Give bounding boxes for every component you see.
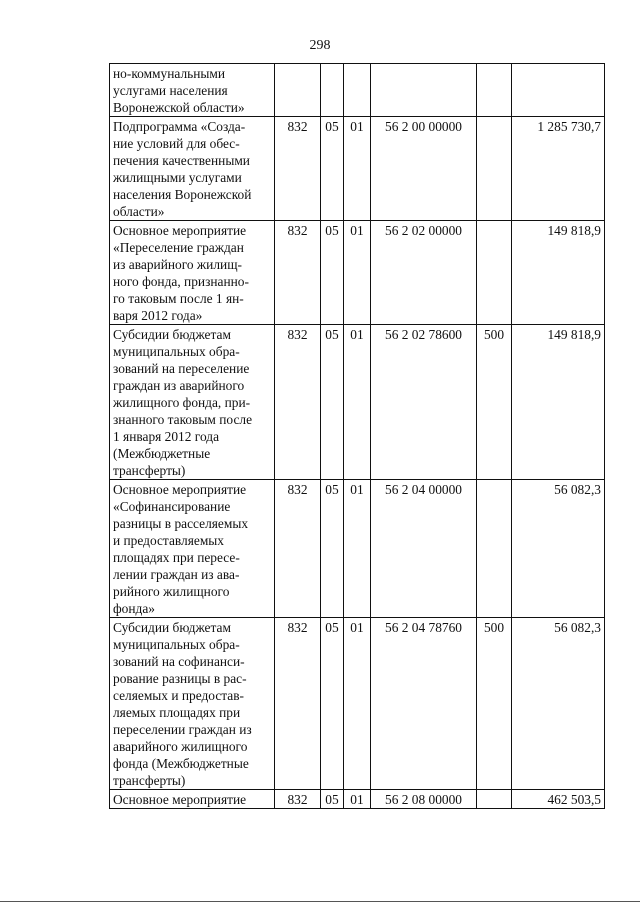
department-code-cell	[275, 64, 321, 117]
target-article-cell: 56 2 02 78600	[371, 325, 477, 480]
section-cell: 05	[321, 117, 344, 221]
expense-type-cell	[477, 64, 512, 117]
subsection-cell: 01	[344, 117, 371, 221]
section-cell: 05	[321, 618, 344, 790]
row-name: Основное мероприятие	[113, 792, 247, 807]
table-row	[110, 221, 605, 325]
page-number: 298	[309, 38, 331, 53]
row-name: Основное мероприятие «Софинансирование разницы в расселяемых и предоставляемых площадях при пересе- лении граждан из ава- рийного жилищного фонда»	[113, 482, 249, 616]
amount-cell: 1 285 730,7	[512, 117, 605, 221]
section-cell	[321, 64, 344, 117]
expense-type-cell	[477, 480, 512, 618]
section-cell: 05	[321, 480, 344, 618]
department-code-cell: 832	[275, 117, 321, 221]
department-code-cell: 832	[275, 325, 321, 480]
department-code-cell: 832	[275, 618, 321, 790]
expense-type-cell: 500	[477, 325, 512, 480]
expense-type-cell	[477, 790, 512, 809]
row-name-cell	[110, 790, 275, 809]
table-row	[110, 325, 605, 480]
footer-rule	[0, 901, 640, 902]
target-article-cell: 56 2 00 00000	[371, 117, 477, 221]
amount-cell: 56 082,3	[512, 480, 605, 618]
row-name: Основное мероприятие «Переселение граждан из аварийного жилищ- ного фонда, признанно- го таковым после 1 ян- варя 2012 года»	[113, 223, 249, 323]
subsection-cell: 01	[344, 221, 371, 325]
expense-type-cell	[477, 221, 512, 325]
row-name: Подпрограмма «Созда- ние условий для обес- печения качественными жилищными услугами населения Воронежской области»	[113, 119, 252, 219]
row-name-cell	[110, 117, 275, 221]
table-row	[110, 480, 605, 618]
table-row	[110, 64, 605, 117]
target-article-cell: 56 2 08 00000	[371, 790, 477, 809]
amount-cell: 149 818,9	[512, 221, 605, 325]
target-article-cell: 56 2 04 00000	[371, 480, 477, 618]
subsection-cell: 01	[344, 480, 371, 618]
subsection-cell: 01	[344, 790, 371, 809]
amount-cell: 149 818,9	[512, 325, 605, 480]
subsection-cell: 01	[344, 325, 371, 480]
row-name-cell	[110, 480, 275, 618]
row-name-cell	[110, 64, 275, 117]
row-name-cell	[110, 221, 275, 325]
target-article-cell	[371, 64, 477, 117]
row-name-cell	[110, 618, 275, 790]
row-name-cell	[110, 325, 275, 480]
budget-table	[109, 63, 605, 809]
subsection-cell: 01	[344, 618, 371, 790]
section-cell: 05	[321, 221, 344, 325]
row-name: Субсидии бюджетам муниципальных обра- зований на софинанси- рование разницы в рас- селяемых и предостав- ляемых площадях при переселении граждан из аварийного жилищного фонда (Межбюджетные трансферты)	[113, 620, 252, 788]
expense-type-cell: 500	[477, 618, 512, 790]
table-row	[110, 618, 605, 790]
department-code-cell: 832	[275, 480, 321, 618]
amount-cell: 56 082,3	[512, 618, 605, 790]
row-name: но-коммунальными услугами населения Воронежской области»	[113, 66, 245, 115]
amount-cell	[512, 64, 605, 117]
target-article-cell: 56 2 04 78760	[371, 618, 477, 790]
target-article-cell: 56 2 02 00000	[371, 221, 477, 325]
table-row	[110, 117, 605, 221]
table-row	[110, 790, 605, 809]
row-name: Субсидии бюджетам муниципальных обра- зований на переселение граждан из аварийного жилищного фонда, при- знанного таковым после 1 января 2012 года (Межбюджетные трансферты)	[113, 327, 253, 478]
department-code-cell: 832	[275, 790, 321, 809]
subsection-cell	[344, 64, 371, 117]
section-cell: 05	[321, 790, 344, 809]
expense-type-cell	[477, 117, 512, 221]
amount-cell: 462 503,5	[512, 790, 605, 809]
department-code-cell: 832	[275, 221, 321, 325]
section-cell: 05	[321, 325, 344, 480]
